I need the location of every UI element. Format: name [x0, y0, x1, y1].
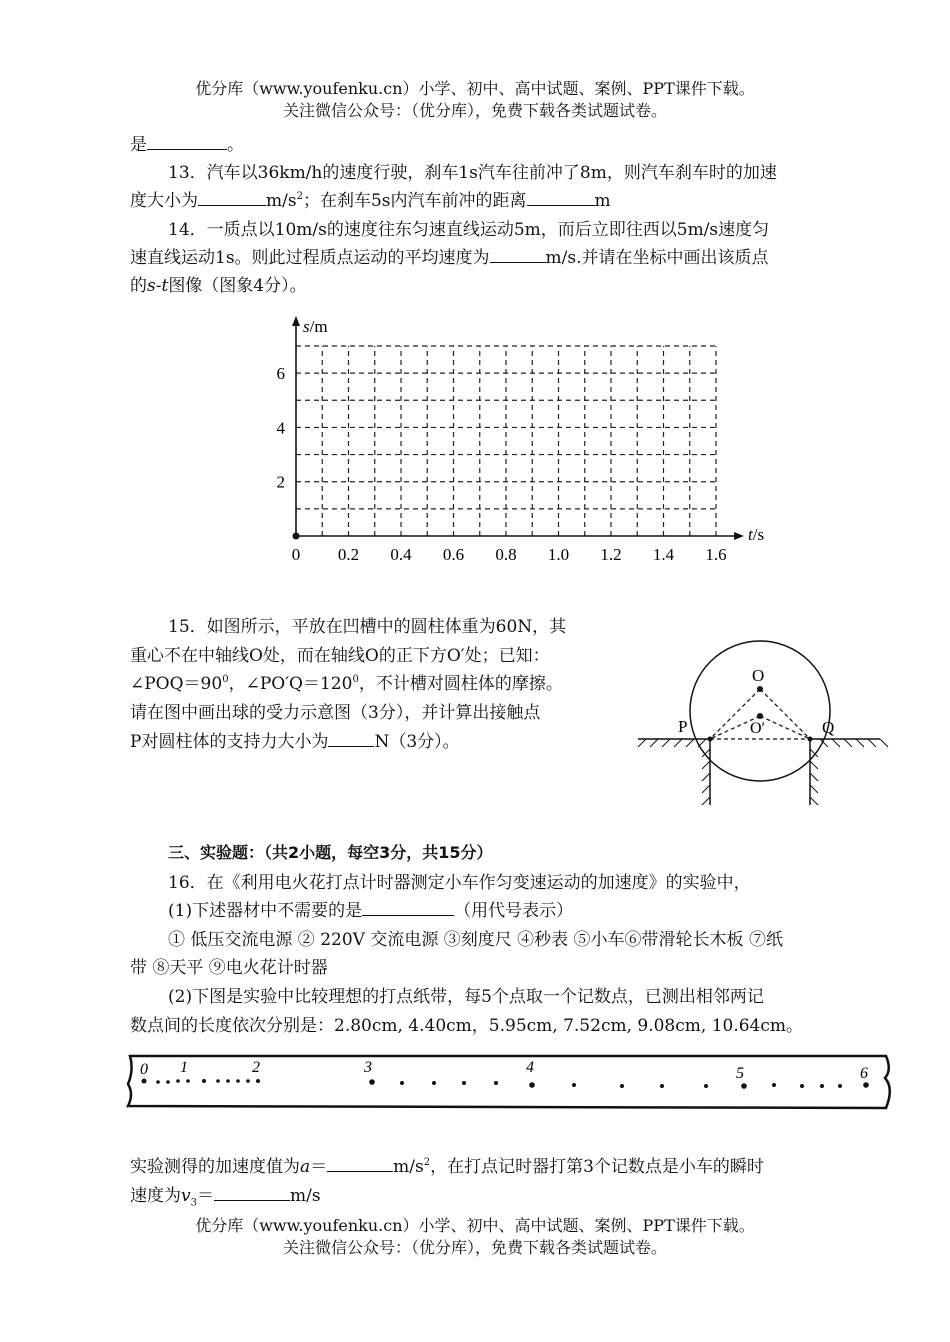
label-o: O — [752, 666, 765, 685]
chart-origin-dot — [293, 533, 300, 540]
q14-text-c: 的 — [130, 276, 147, 296]
q15-line-2: 重心不在中轴线O处，而在轴线O的正下方O′处；已知： — [130, 646, 550, 666]
q15-angle-1: ∠POQ＝90 — [130, 674, 223, 694]
q16-text-a: (1)下述器材中不需要的是 — [168, 901, 363, 921]
q12-answer-blank[interactable] — [147, 134, 227, 150]
tape-label-0: 0 — [140, 1061, 148, 1078]
q15-text-c: ，不计槽对圆柱体的摩擦。 — [358, 674, 563, 694]
chart-y-ticks — [277, 364, 286, 492]
q14-text-a: 速直线运动1s。则此过程质点运动的平均速度为 — [130, 248, 490, 268]
q15-line-5 — [130, 727, 460, 752]
q14-text-b: m/s.并请在坐标中画出该质点 — [545, 248, 769, 268]
q13-line-1: 13．汽车以36km/h的速度行驶，刹车1s汽车往前冲了8m，则汽车刹车时的加速 — [168, 163, 777, 183]
tape-label-5: 5 — [736, 1065, 744, 1082]
label-o-prime: O′ — [750, 720, 766, 737]
q16-velocity-blank[interactable] — [214, 1185, 290, 1201]
chart-x-label: t/s — [748, 525, 765, 544]
header-line-2: 关注微信公众号：（优分库），免费下载各类试题试卷。 — [282, 101, 667, 120]
q16-ans2-text-a: 速度为 — [130, 1186, 181, 1206]
ticker-tape — [122, 1048, 902, 1118]
q16-accel-blank[interactable] — [327, 1156, 393, 1172]
q15-text-b: N（3分）。 — [374, 732, 460, 752]
hatch-marks — [638, 739, 888, 805]
chart-grid — [296, 346, 716, 536]
q12-tail — [130, 130, 244, 155]
x-tick-label: 0.4 — [390, 545, 412, 564]
tape-label-3: 3 — [364, 1059, 372, 1076]
cylinder-groove-diagram — [630, 615, 890, 815]
x-tick-label: 0.2 — [337, 545, 360, 564]
q16-ans1-text-a: 实验测得的加速度值为 — [130, 1157, 300, 1177]
x-tick-label: 0.6 — [442, 545, 465, 564]
tape-labels — [140, 1059, 868, 1082]
y-tick-label: 2 — [276, 472, 285, 492]
center-o-dot — [757, 686, 763, 692]
q16-line-4: 带 ⑧天平 ⑨电火花计时器 — [130, 958, 328, 978]
q16-var-sub: 3 — [190, 1197, 197, 1209]
contact-q-dot — [808, 737, 813, 742]
footer-line-2: 关注微信公众号：（优分库），免费下载各类试题试卷。 — [282, 1238, 667, 1257]
x-tick-label: 0.8 — [495, 545, 517, 564]
section-3-title: 三、实验题：（共2小题，每空3分，共15分） — [168, 843, 493, 862]
q13-text-c: m — [594, 191, 611, 211]
q16-line-3: ① 低压交流电源 ② 220V 交流电源 ③刻度尺 ④秒表 ⑤小车⑥带滑轮长木板 ⑦纸 — [168, 930, 783, 950]
q13-unit-sup: 2 — [296, 191, 303, 202]
q16-answer-line-2 — [130, 1181, 321, 1208]
q14-line-1: 14．一质点以10m/s的速度往东匀速直线运动5m，而后立即往西以5m/s速度匀 — [168, 220, 770, 240]
label-p: P — [678, 717, 688, 736]
tape-dots — [142, 1079, 869, 1089]
contact-p-dot — [708, 737, 713, 742]
q16-text-b: （用代号表示） — [454, 901, 574, 921]
q16-line-6: 数点间的长度依次分别是：2.80cm, 4.40cm，5.95cm, 7.52cm, 9.08cm, 10.64cm。 — [130, 1016, 804, 1036]
q16-line-2 — [168, 896, 573, 921]
q16-ans1-unit: m/s — [393, 1157, 424, 1177]
q16-line-1: 16．在《利用电火花打点计时器测定小车作匀变速运动的加速度》的实验中， — [168, 873, 751, 893]
x-tick-label: 0 — [291, 545, 301, 564]
q16-ans1-eq: ＝ — [310, 1157, 328, 1177]
q16-answer-line-1 — [130, 1152, 764, 1177]
q13-text-b: ；在刹车5s内汽车前冲的距离 — [302, 191, 527, 211]
x-tick-label: 1.6 — [705, 545, 727, 564]
q14-velocity-blank[interactable] — [490, 247, 546, 263]
center-o-prime-dot — [757, 713, 763, 719]
q13-accel-blank[interactable] — [198, 190, 266, 206]
q14-line-3 — [130, 271, 307, 296]
y-tick-label: 4 — [276, 418, 285, 438]
q15-deg-1: 0 — [222, 674, 229, 685]
tape-outline — [128, 1056, 890, 1108]
y-tick-label: 6 — [276, 364, 285, 384]
q15-line-1: 15．如图所示，平放在凹槽中的圆柱体重为60N，其 — [168, 617, 567, 637]
chart-x-ticks — [292, 545, 727, 564]
q12-suffix: 。 — [227, 135, 244, 155]
q16-ans2-text-c: m/s — [289, 1186, 321, 1206]
tape-label-2: 2 — [252, 1059, 260, 1076]
q15-line-3 — [130, 669, 563, 694]
q13-text-a: 度大小为 — [130, 191, 198, 211]
x-tick-label: 1.4 — [652, 545, 675, 564]
q15-angle-2: ，∠PO′Q＝120 — [228, 674, 353, 694]
q16-ans1-text-c: ，在打点记时器打第3个记数点是小车的瞬时 — [430, 1157, 764, 1177]
tape-label-4: 4 — [526, 1059, 534, 1076]
tape-label-6: 6 — [860, 1065, 868, 1082]
q13-unit: m/s — [266, 191, 297, 211]
q16-equipment-blank[interactable] — [362, 900, 454, 916]
q15-deg-2: 0 — [352, 674, 359, 685]
x-tick-label: 1.0 — [547, 545, 570, 564]
y-axis-arrow — [292, 316, 300, 326]
x-tick-label: 1.2 — [600, 545, 622, 564]
q16-ans1-sup: 2 — [423, 1157, 431, 1168]
q15-text-a: P对圆柱体的支持力大小为 — [130, 732, 329, 752]
footer-line-1: 优分库（www.youfenku.cn）小学、初中、高中试题、案例、PPT课件下载。 — [195, 1216, 755, 1235]
q15-force-blank[interactable] — [328, 731, 374, 747]
q16-ans2-eq: ＝ — [196, 1186, 214, 1206]
q12-prefix: 是 — [130, 135, 147, 155]
q15-line-4: 请在图中画出球的受力示意图（3分），并计算出接触点 — [130, 703, 541, 723]
chart-y-label: s/m — [303, 317, 328, 336]
header-line-1: 优分库（www.youfenku.cn）小学、初中、高中试题、案例、PPT课件下载。 — [195, 79, 755, 98]
q13-distance-blank[interactable] — [527, 190, 595, 206]
q14-st: s-t — [147, 276, 169, 296]
q16-var-a: a — [300, 1157, 311, 1177]
st-chart[interactable] — [260, 310, 780, 580]
q14-text-d: 图像（图象4分）。 — [168, 276, 307, 296]
cylinder-circle — [690, 641, 830, 781]
x-axis-arrow — [734, 532, 744, 540]
tape-label-1: 1 — [180, 1059, 188, 1076]
q16-line-5: (2)下图是实验中比较理想的打点纸带，每5个点取一个记数点，已测出相邻两记 — [168, 987, 764, 1007]
label-q: Q — [822, 718, 835, 737]
q13-line-2 — [130, 186, 611, 211]
q14-line-2 — [130, 243, 769, 268]
q16-var-v: v — [181, 1186, 191, 1206]
